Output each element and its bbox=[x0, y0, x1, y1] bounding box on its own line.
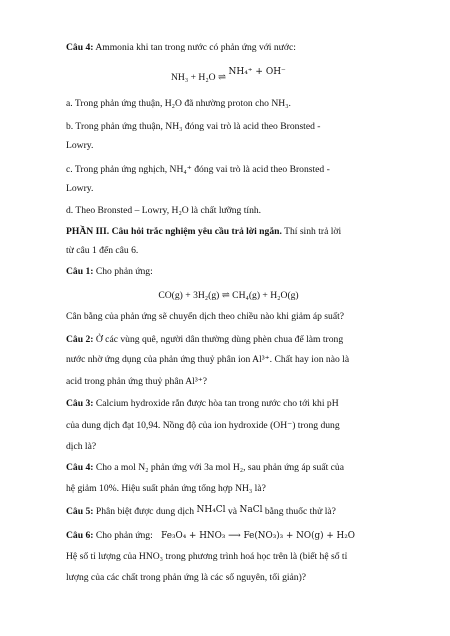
q4-stem-line bbox=[66, 42, 391, 54]
s6-stem: Cho phản ứng: bbox=[95, 530, 153, 541]
s2-label: Câu 2: bbox=[66, 334, 94, 345]
s3-text-1: Calcium hydroxide rắn được hòa tan trong nước cho tới khi pH bbox=[95, 398, 339, 409]
q4-option-b-line1: b. Trong phản ứng thuận, NH₃ đóng vai trò là acid theo Bronsted - bbox=[66, 121, 321, 132]
s6-stem-line bbox=[66, 530, 391, 542]
q4-option-c-line1: c. Trong phản ứng nghịch, NH₄⁺ đóng vai trò là acid theo Bronsted - bbox=[66, 164, 330, 175]
s5-chem-2: NaCl bbox=[239, 505, 263, 515]
s5-chem-1: NH₄Cl bbox=[196, 505, 226, 515]
s2-line1 bbox=[66, 334, 391, 346]
q4-equation bbox=[171, 67, 286, 84]
s4-line1 bbox=[66, 462, 391, 474]
s5-text-1: Phân biệt được dung dịch bbox=[95, 506, 195, 517]
s1-equation: CO(g) + 3H₂(g) ⇌ CH₄(g) + H₂O(g) bbox=[158, 290, 299, 301]
s2-line3: acid trong phản ứng thuỷ phân Al³⁺? bbox=[66, 376, 208, 387]
s3-line3: dịch là? bbox=[66, 441, 97, 452]
part3-heading: PHẦN III. Câu hỏi trắc nghiệm yêu cầu trả lời ngắn. bbox=[66, 226, 282, 237]
s6-line2: lượng của các chất trong phản ứng là các số nguyên, tối giản)? bbox=[66, 572, 307, 583]
s5-label: Câu 5: bbox=[66, 506, 94, 517]
s4-line2: hệ giảm 10%. Hiệu suất phản ứng tổng hợp NH₃ là? bbox=[66, 483, 266, 494]
s6-equation: Fe₃O₄ + HNO₃ ⟶ Fe(NO₃)₃ + NO(g) + H₂O bbox=[161, 531, 355, 541]
s4-text-1: Cho a mol N₂ phản ứng với 3a mol H₂, sau phản ứng áp suất của bbox=[95, 462, 344, 473]
s1-label: Câu 1: bbox=[66, 266, 94, 277]
s5-line bbox=[66, 506, 391, 518]
q4-label: Câu 4: bbox=[66, 42, 94, 53]
q4-eq-right: NH₄⁺ + OH⁻ bbox=[228, 67, 286, 77]
q4-eq-left: NH₃ + H₂O ⇌ bbox=[171, 72, 227, 83]
s3-line2: của dung dịch đạt 10,94. Nồng độ của ion hydroxide (OH⁻) trong dung bbox=[66, 420, 340, 431]
s5-text-3: bằng thuốc thử là? bbox=[264, 506, 336, 517]
s6-line1: Hệ số tỉ lượng của HNO₃ trong phương trình hoá học trên là (biết hệ số tỉ bbox=[66, 551, 348, 562]
s3-line1 bbox=[66, 398, 391, 410]
s1-stem-line bbox=[66, 266, 391, 278]
part3-instruction-line2: từ câu 1 đến câu 6. bbox=[66, 245, 139, 256]
s6-label: Câu 6: bbox=[66, 530, 94, 541]
part3-instruction: Thí sinh trả lời bbox=[284, 226, 342, 237]
q4-option-c-line2: Lowry. bbox=[66, 183, 94, 194]
q4-option-a: a. Trong phản ứng thuận, H₂O đã nhường proton cho NH₃. bbox=[66, 98, 291, 109]
s3-label: Câu 3: bbox=[66, 398, 94, 409]
s4-label: Câu 4: bbox=[66, 462, 94, 473]
s5-text-2: và bbox=[227, 506, 238, 517]
s2-line2: nước nhờ ứng dụng của phản ứng thuỷ phân ion Al³⁺. Chất hay ion nào là bbox=[66, 354, 350, 365]
s1-stem: Cho phản ứng: bbox=[95, 266, 153, 277]
part3-heading-line bbox=[66, 226, 391, 238]
q4-option-d: d. Theo Bronsted – Lowry, H₂O là chất lưỡng tính. bbox=[66, 205, 262, 216]
s1-question: Cân bằng của phản ứng sẽ chuyển dịch theo chiều nào khi giảm áp suất? bbox=[66, 311, 345, 322]
q4-stem: Ammonia khi tan trong nước có phản ứng với nước: bbox=[95, 42, 296, 53]
s2-text-1: Ở các vùng quê, người dân thường dùng phèn chua để làm trong bbox=[95, 334, 344, 345]
q4-option-b-line2: Lowry. bbox=[66, 140, 94, 151]
